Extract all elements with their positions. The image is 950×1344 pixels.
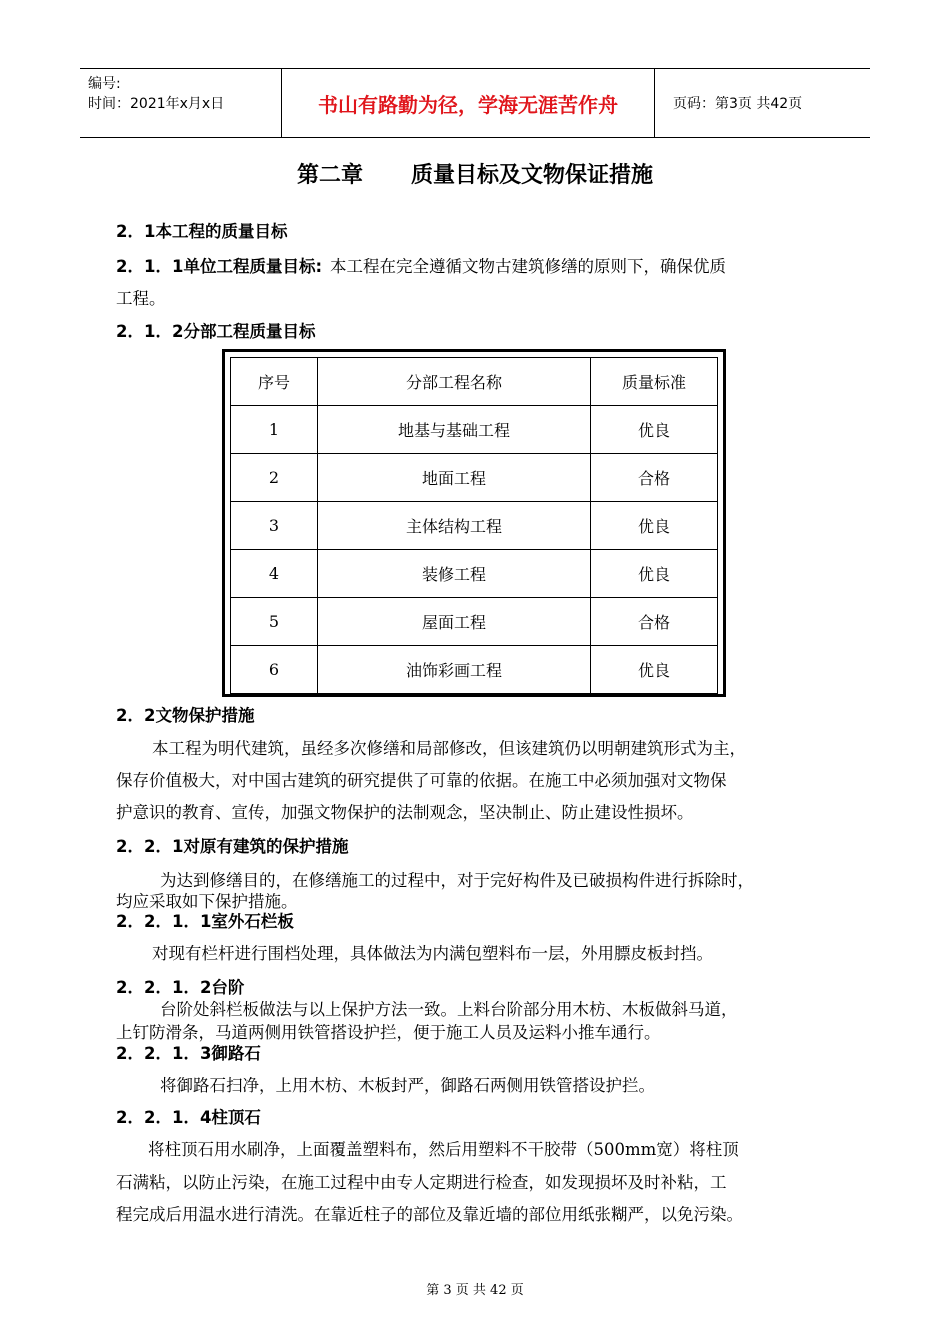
paragraph-line: 本工程为明代建筑，虽经多次修缮和局部修改，但该建筑仍以明朝建筑形式为主， xyxy=(152,739,746,758)
section-heading: 2．2．1．1室外石栏板 xyxy=(116,912,294,931)
paragraph-line: 保存价值极大，对中国古建筑的研究提供了可靠的依据。在施工中必须加强对文物保 xyxy=(116,771,727,790)
table-cell: 屋面工程 xyxy=(318,598,591,646)
paragraph-line: 均应采取如下保护措施。 xyxy=(116,892,298,911)
page-header xyxy=(80,68,870,138)
paragraph-line: 石满粘，以防止污染，在施工过程中由专人定期进行检查，如发现损坏及时补粘，工 xyxy=(116,1173,727,1192)
table-cell: 主体结构工程 xyxy=(318,502,591,550)
time-label: 时间：2021年x月x日 xyxy=(88,96,225,112)
section-heading: 2．2文物保护措施 xyxy=(116,706,255,725)
header-meta xyxy=(80,69,282,137)
section-heading: 2．2．1．2台阶 xyxy=(116,978,245,997)
table-cell: 3 xyxy=(231,502,318,550)
section-heading: 2．2．1．3御路石 xyxy=(116,1044,261,1063)
table-row xyxy=(231,550,718,598)
header-page-info: 页码：第3页 共42页 xyxy=(673,96,803,112)
table-cell: 优良 xyxy=(591,550,718,598)
table-row xyxy=(231,646,718,694)
quality-table-frame xyxy=(222,349,726,697)
chapter-number: 第二章 xyxy=(296,163,363,188)
section-heading: 2．1本工程的质量目标 xyxy=(116,222,288,241)
table-cell: 1 xyxy=(231,406,318,454)
table-header: 分部工程名称 xyxy=(318,358,591,406)
paragraph-line: 程完成后用温水进行清洗。在靠近柱子的部位及靠近墙的部位用纸张糊严，以免污染。 xyxy=(116,1205,743,1224)
code-label: 编号: xyxy=(88,76,121,92)
table-cell: 地面工程 xyxy=(318,454,591,502)
paragraph-line: 上钉防滑条，马道两侧用铁管搭设护拦，便于施工人员及运料小推车通行。 xyxy=(116,1023,661,1042)
table-cell: 优良 xyxy=(591,406,718,454)
paragraph-line: 将御路石扫净，上用木枋、木板封严，御路石两侧用铁管搭设护拦。 xyxy=(160,1076,655,1095)
table-cell: 4 xyxy=(231,550,318,598)
table-row xyxy=(231,598,718,646)
table-cell: 装修工程 xyxy=(318,550,591,598)
table-cell: 合格 xyxy=(591,454,718,502)
section-heading: 2．2．1．4柱顶石 xyxy=(116,1108,261,1127)
table-row xyxy=(231,502,718,550)
table-row xyxy=(231,406,718,454)
page-footer: 第 3 页 共 42 页 xyxy=(426,1283,524,1298)
section-paragraph: 2．1．1单位工程质量目标: 本工程在完全遵循文物古建筑修缮的原则下，确保优质 xyxy=(116,257,727,276)
table-cell: 5 xyxy=(231,598,318,646)
table-cell: 6 xyxy=(231,646,318,694)
table-cell: 合格 xyxy=(591,598,718,646)
section-heading: 2．1．2分部工程质量目标 xyxy=(116,322,316,341)
table-cell: 2 xyxy=(231,454,318,502)
table-header-row xyxy=(231,358,718,406)
chapter-name: 质量目标及文物保证措施 xyxy=(411,163,654,188)
header-motto: 书山有路勤为径，学海无涯苦作舟 xyxy=(282,69,655,137)
table-cell: 优良 xyxy=(591,646,718,694)
paragraph-line: 将柱顶石用水刷净，上面覆盖塑料布，然后用塑料不干胶带（500mm宽）将柱顶 xyxy=(148,1140,739,1159)
table-cell: 地基与基础工程 xyxy=(318,406,591,454)
section-paragraph-cont: 工程。 xyxy=(116,289,166,308)
paragraph-line: 台阶处斜栏板做法与以上保护方法一致。上料台阶部分用木枋、木板做斜马道， xyxy=(160,1000,738,1019)
quality-table xyxy=(230,357,718,694)
table-cell: 优良 xyxy=(591,502,718,550)
paragraph-line: 为达到修缮目的，在修缮施工的过程中，对于完好构件及已破损构件进行拆除时， xyxy=(160,871,754,890)
paragraph-line: 护意识的教育、宣传，加强文物保护的法制观念，坚决制止、防止建设性损坏。 xyxy=(116,803,694,822)
table-header: 质量标准 xyxy=(591,358,718,406)
paragraph-line: 对现有栏杆进行围档处理，具体做法为内满包塑料布一层，外用膘皮板封挡。 xyxy=(152,944,713,963)
table-row xyxy=(231,454,718,502)
section-heading: 2．2．1对原有建筑的保护措施 xyxy=(116,837,349,856)
table-header: 序号 xyxy=(231,358,318,406)
chapter-title xyxy=(0,158,950,189)
table-cell: 油饰彩画工程 xyxy=(318,646,591,694)
